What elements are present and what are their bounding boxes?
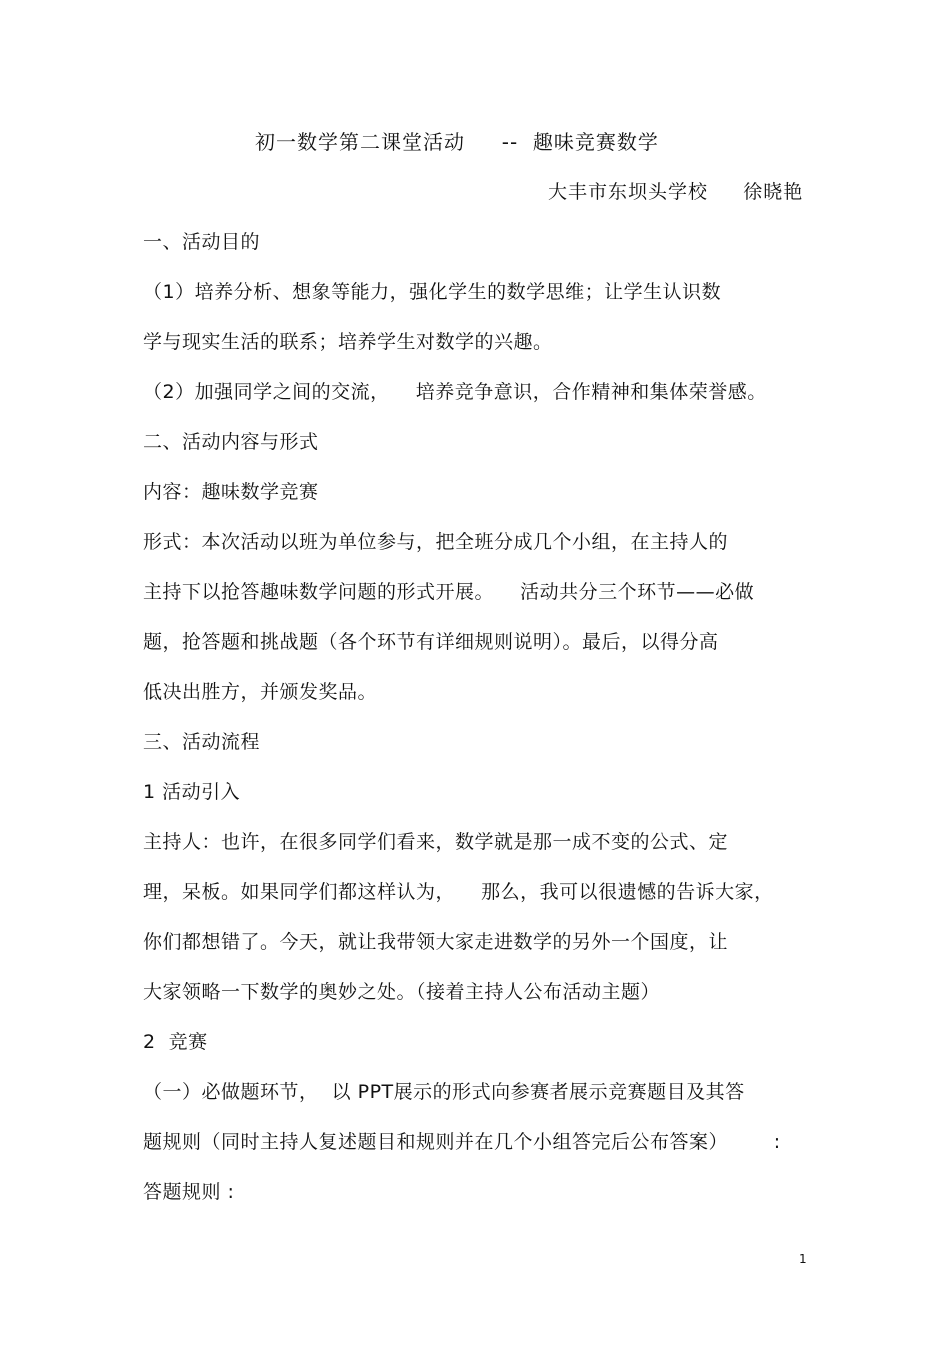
paragraph-line: （一）必做题环节， 以 PPT展示的形式向参赛者展示竞赛题目及其答 [143,1081,745,1103]
paragraph-line: 形式：本次活动以班为单位参与，把全班分成几个小组，在主持人的 [143,531,729,553]
page-number: 1 [799,1252,807,1266]
paragraph-line: （1）培养分析、想象等能力，强化学生的数学思维；让学生认识数 [143,281,722,303]
paragraph-line: 你们都想错了。今天，就让我带领大家走进数学的另外一个国度，让 [143,931,729,953]
paragraph-line: 题，抢答题和挑战题（各个环节有详细规则说明）。最后，以得分高 [143,631,719,653]
paragraph-line: 主持人：也许，在很多同学们看来，数学就是那一成不变的公式、定 [143,831,729,853]
heading-process: 三、活动流程 [143,731,261,753]
document-author: 大丰市东坝头学校 徐晓艳 [548,181,804,203]
paragraph-line: 低决出胜方，并颁发奖品。 [143,681,378,703]
paragraph-line: 学与现实生活的联系；培养学生对数学的兴趣。 [143,331,553,353]
subheading-competition: 2 竞赛 [143,1031,208,1053]
heading-purpose: 一、活动目的 [143,231,261,253]
document-title: 初一数学第二课堂活动 -- 趣味竞赛数学 [255,130,659,154]
paragraph-line: 答题规则 : [143,1181,235,1203]
paragraph-line: 题规则（同时主持人复述题目和规则并在几个小组答完后公布答案） : [143,1131,781,1153]
heading-content-form: 二、活动内容与形式 [143,431,319,453]
paragraph-line: 主持下以抢答趣味数学问题的形式开展。 活动共分三个环节——必做 [143,581,755,603]
paragraph-line: 内容：趣味数学竞赛 [143,481,319,503]
paragraph-line: 大家领略一下数学的奥妙之处。（接着主持人公布活动主题） [143,981,661,1003]
paragraph-line: （2）加强同学之间的交流， 培养竞争意识，合作精神和集体荣誉感。 [143,381,767,403]
subheading-intro: 1 活动引入 [143,781,241,803]
paragraph-line: 理，呆板。如果同学们都这样认为， 那么，我可以很遗憾的告诉大家， [143,881,774,903]
